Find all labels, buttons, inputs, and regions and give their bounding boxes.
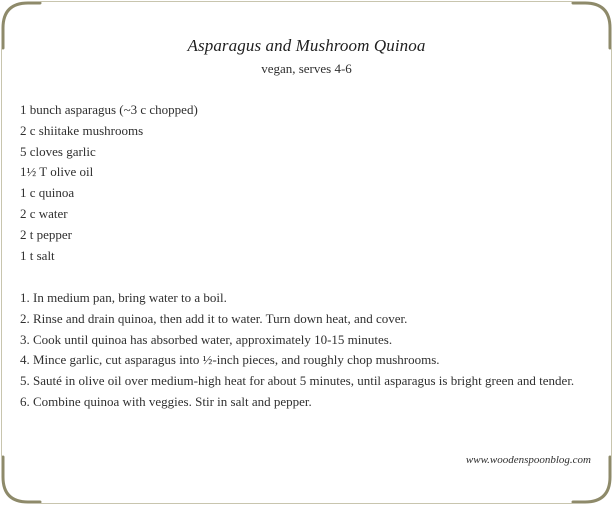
blog-url: www.woodenspoonblog.com xyxy=(465,454,591,466)
instruction-step: 2. Rinse and drain quinoa, then add it to water. Turn down heat, and cover. xyxy=(20,310,408,326)
ingredient-item: 1 t salt xyxy=(20,247,55,263)
ingredient-item: 2 c water xyxy=(20,205,68,221)
ingredient-item: 5 cloves garlic xyxy=(20,143,96,159)
corner-bottom-left xyxy=(3,457,40,502)
ingredient-item: 2 t pepper xyxy=(20,226,72,242)
ingredient-item: 1 bunch asparagus (~3 c chopped) xyxy=(20,102,198,117)
instruction-step: 6. Combine quinoa with veggies. Stir in salt and pepper. xyxy=(20,393,312,409)
ingredient-list xyxy=(20,100,198,266)
recipe-title: Asparagus and Mushroom Quinoa xyxy=(187,36,426,55)
ingredient-item: 1 c quinoa xyxy=(20,185,75,201)
instruction-step: 5. Sauté in olive oil over medium-high heat for about 5 minutes, until asparagus is bright green and tender. xyxy=(20,373,575,389)
ingredient-item: 1½ T olive oil xyxy=(20,164,94,180)
instruction-list xyxy=(20,288,580,413)
recipe-subtitle: vegan, serves 4-6 xyxy=(261,61,352,76)
instruction-step: 4. Mince garlic, cut asparagus into ½-inch pieces, and roughly chop mushrooms. xyxy=(20,352,440,368)
ingredient-item: 2 c shiitake mushrooms xyxy=(20,122,144,138)
instruction-step: 1. In medium pan, bring water to a boil. xyxy=(20,290,227,305)
instruction-step: 3. Cook until quinoa has absorbed water, approximately 10-15 minutes. xyxy=(20,331,393,347)
